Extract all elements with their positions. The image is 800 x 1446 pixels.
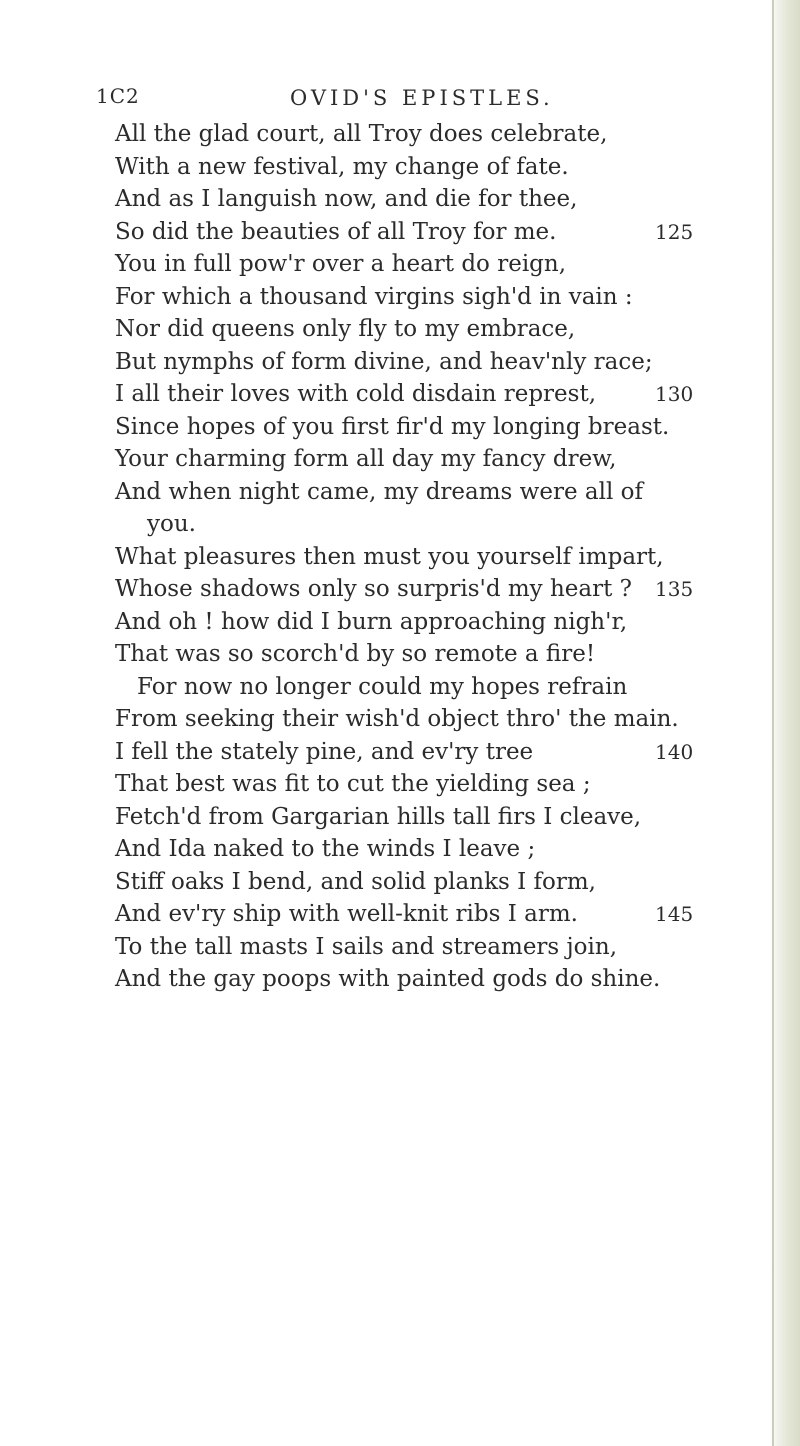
verse-line: You in full pow'r over a heart do reign, [115, 251, 567, 277]
verse-line: But nymphs of form divine, and heav'nly race; [115, 348, 653, 375]
verse-line: For now no longer could my hopes refrain [137, 673, 628, 700]
verse-line: I fell the stately pine, and ev'ry tree 140 [115, 736, 775, 769]
verse-line: Since hopes of you first fir'd my longing breast. [115, 413, 670, 440]
verse-line: With a new festival, my change of fate. [115, 153, 569, 180]
running-head: OVID'S EPISTLES. [290, 86, 554, 110]
line-number: 140 [655, 739, 694, 764]
line-number: 130 [655, 382, 694, 406]
line-number: 135 [655, 577, 694, 601]
page-binding-edge [770, 0, 800, 1446]
page-gutter-line [772, 0, 774, 1446]
verse-line: And ev'ry ship with well-knit ribs I arm. 145 [115, 898, 775, 931]
verse-line: And oh ! how did I burn approaching nigh'r, [115, 608, 628, 635]
verse-line: I all their loves with cold disdain represt, 130 [115, 378, 775, 411]
poem-text [115, 118, 775, 996]
verse-line: Your charming form all day my fancy drew, [115, 446, 617, 472]
page-header [0, 84, 800, 114]
verse-line: Whose shadows only so surpris'd my heart ? 135 [115, 573, 775, 606]
verse-line: So did the beauties of all Troy for me. 125 [115, 216, 775, 249]
verse-line: To the tall masts I sails and streamers join, [115, 933, 618, 960]
verse-line: That was so scorch'd by so remote a fire! [115, 641, 596, 667]
line-number: 145 [655, 902, 694, 926]
verse-line: That best was fit to cut the yielding sea ; [115, 771, 591, 797]
verse-line: And as I languish now, and die for thee, [115, 186, 578, 212]
line-number: 125 [655, 219, 694, 244]
verse-line: Nor did queens only fly to my embrace, [115, 316, 576, 342]
verse-line: All the glad court, all Troy does celebrate, [115, 121, 608, 147]
verse-line-continuation: you. [147, 511, 196, 537]
verse-line: And when night came, my dreams were all of [115, 478, 643, 505]
verse-line: What pleasures then must you yourself impart, [115, 543, 664, 570]
verse-line: Stiff oaks I bend, and solid planks I form, [115, 868, 596, 895]
verse-line: Fetch'd from Gargarian hills tall firs I cleave, [115, 803, 642, 830]
verse-line: For which a thousand virgins sigh'd in vain : [115, 283, 633, 310]
page-number: 1C2 [96, 84, 140, 108]
verse-line: From seeking their wish'd object thro' the main. [115, 706, 679, 732]
verse-line: And Ida naked to the winds I leave ; [115, 836, 536, 862]
verse-line: And the gay poops with painted gods do shine. [115, 966, 661, 992]
